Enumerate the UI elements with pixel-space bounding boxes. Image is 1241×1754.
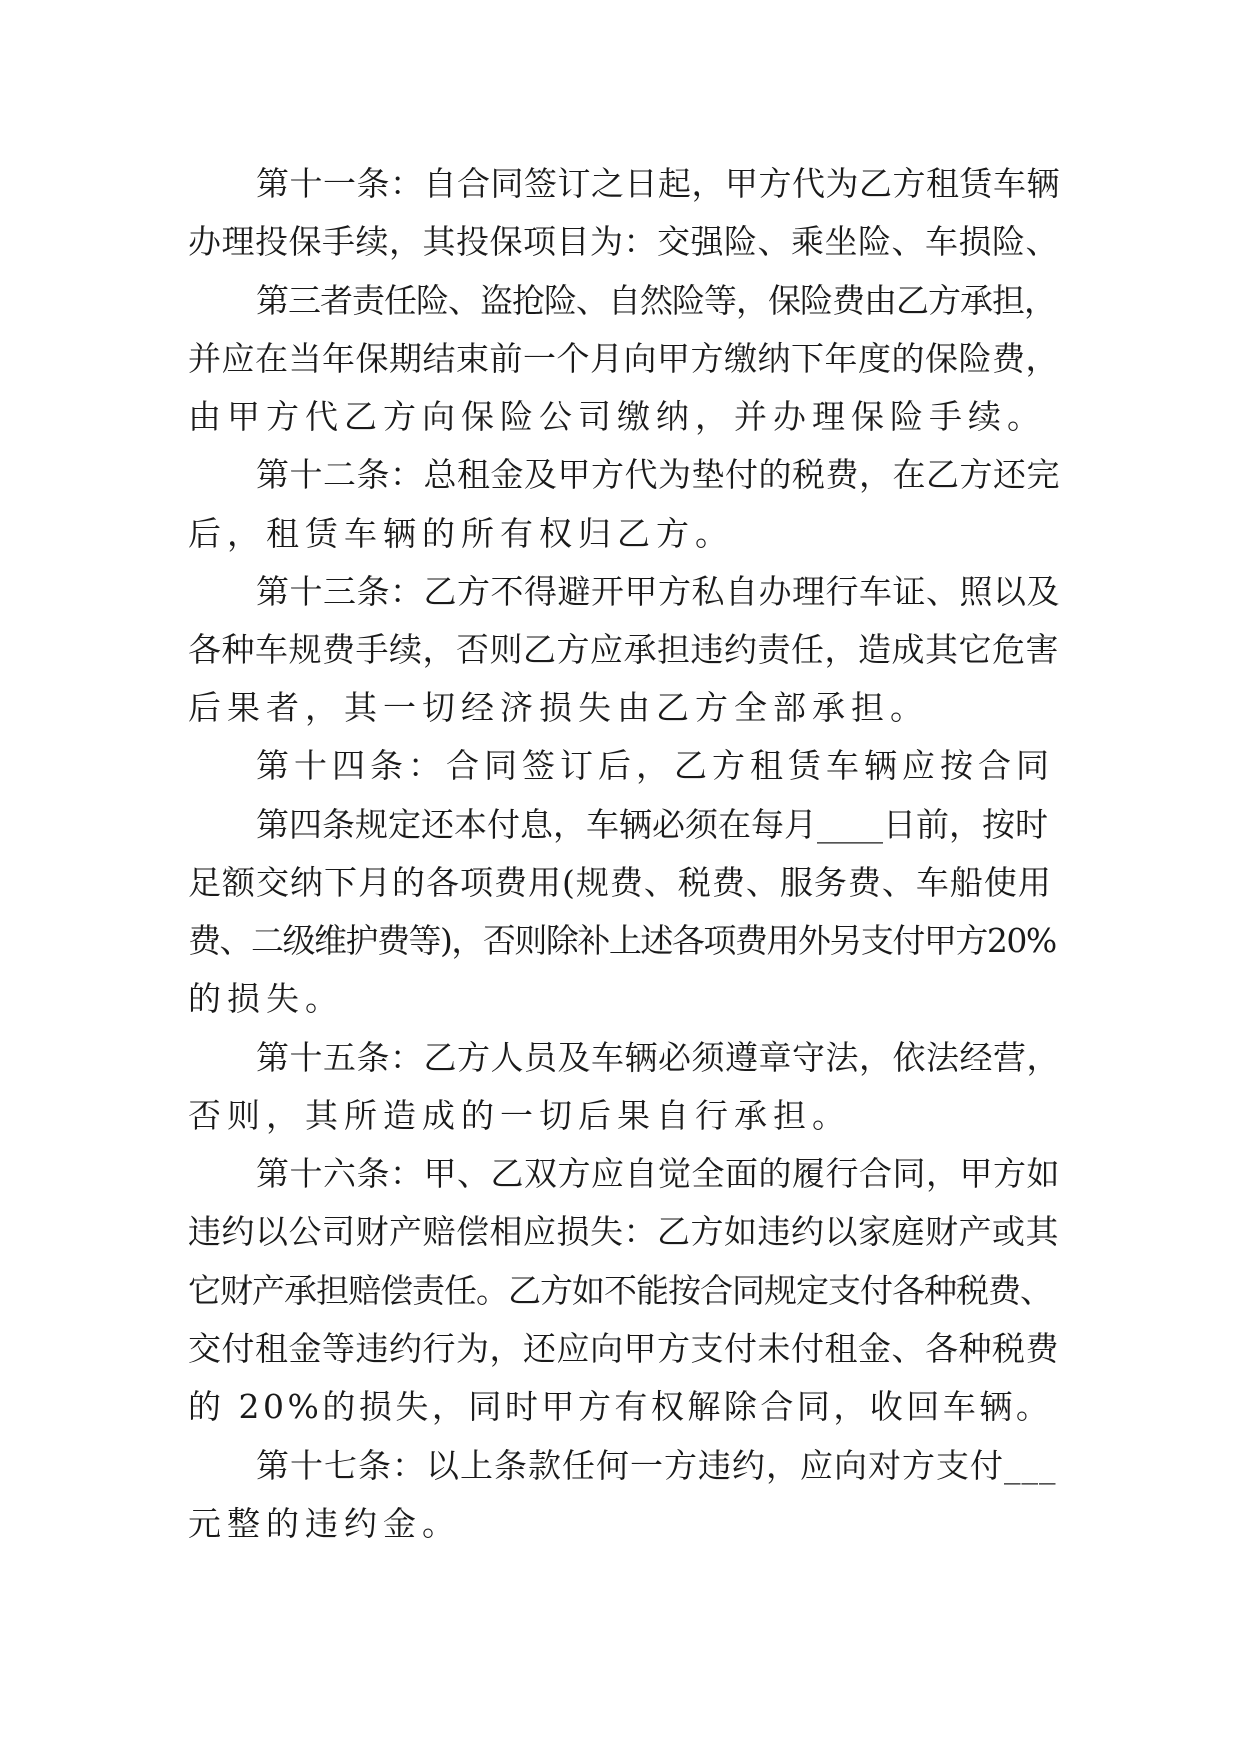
text-line: 交付租金等违约行为，还应向甲方支付未付租金、各种税费 [188,1329,1059,1368]
text-line: 办理投保手续，其投保项目为：交强险、乘坐险、车损险、 [188,222,1059,261]
text-line: 后果者，其一切经济损失由乙方全部承担。 [188,688,929,727]
text-line: 的 20%的损失，同时甲方有权解除合同，收回车辆。 [188,1387,1053,1426]
text-line: 后，租赁车辆的所有权归乙方。 [188,514,734,553]
text-line: 它财产承担赔偿责任。乙方如不能按合同规定支付各种税费、 [188,1271,1052,1310]
text-line: 的损失。 [188,979,344,1018]
text-line: 第十二条：总租金及甲方代为垫付的税费，在乙方还完 [256,455,1060,494]
text-line: 第十五条：乙方人员及车辆必须遵章守法，依法经营， [256,1038,1060,1077]
text-line: 违约以公司财产赔偿相应损失：乙方如违约以家庭财产或其 [188,1212,1059,1251]
text-line: 各种车规费手续，否则乙方应承担违约责任，造成其它危害 [188,630,1059,669]
text-line: 由甲方代乙方向保险公司缴纳，并办理保险手续。 [188,397,1046,436]
text-line: 第十一条：自合同签订之日起，甲方代为乙方租赁车辆 [256,164,1060,203]
text-line: 元整的违约金。 [188,1504,461,1543]
text-line: 否则，其所造成的一切后果自行承担。 [188,1096,851,1135]
text-line: 第十七条：以上条款任何一方违约，应向对方支付___ [256,1446,1057,1485]
text-line: 第十三条：乙方不得避开甲方私自办理行车证、照以及 [256,572,1060,611]
text-line: 第三者责任险、盗抢险、自然险等，保险费由乙方承担， [256,281,1056,320]
text-line: 第四条规定还本付息，车辆必须在每月____日前，按时 [256,805,1048,844]
text-line: 第十六条：甲、乙双方应自觉全面的履行合同，甲方如 [256,1154,1060,1193]
text-line: 足额交纳下月的各项费用(规费、税费、服务费、车船使用 [188,863,1052,902]
text-line: 费、二级维护费等)，否则除补上述各项费用外另支付甲方20% [188,921,1056,960]
text-line: 并应在当年保期结束前一个月向甲方缴纳下年度的保险费， [188,339,1059,378]
text-line: 第十四条：合同签订后，乙方租赁车辆应按合同 [256,746,1054,785]
